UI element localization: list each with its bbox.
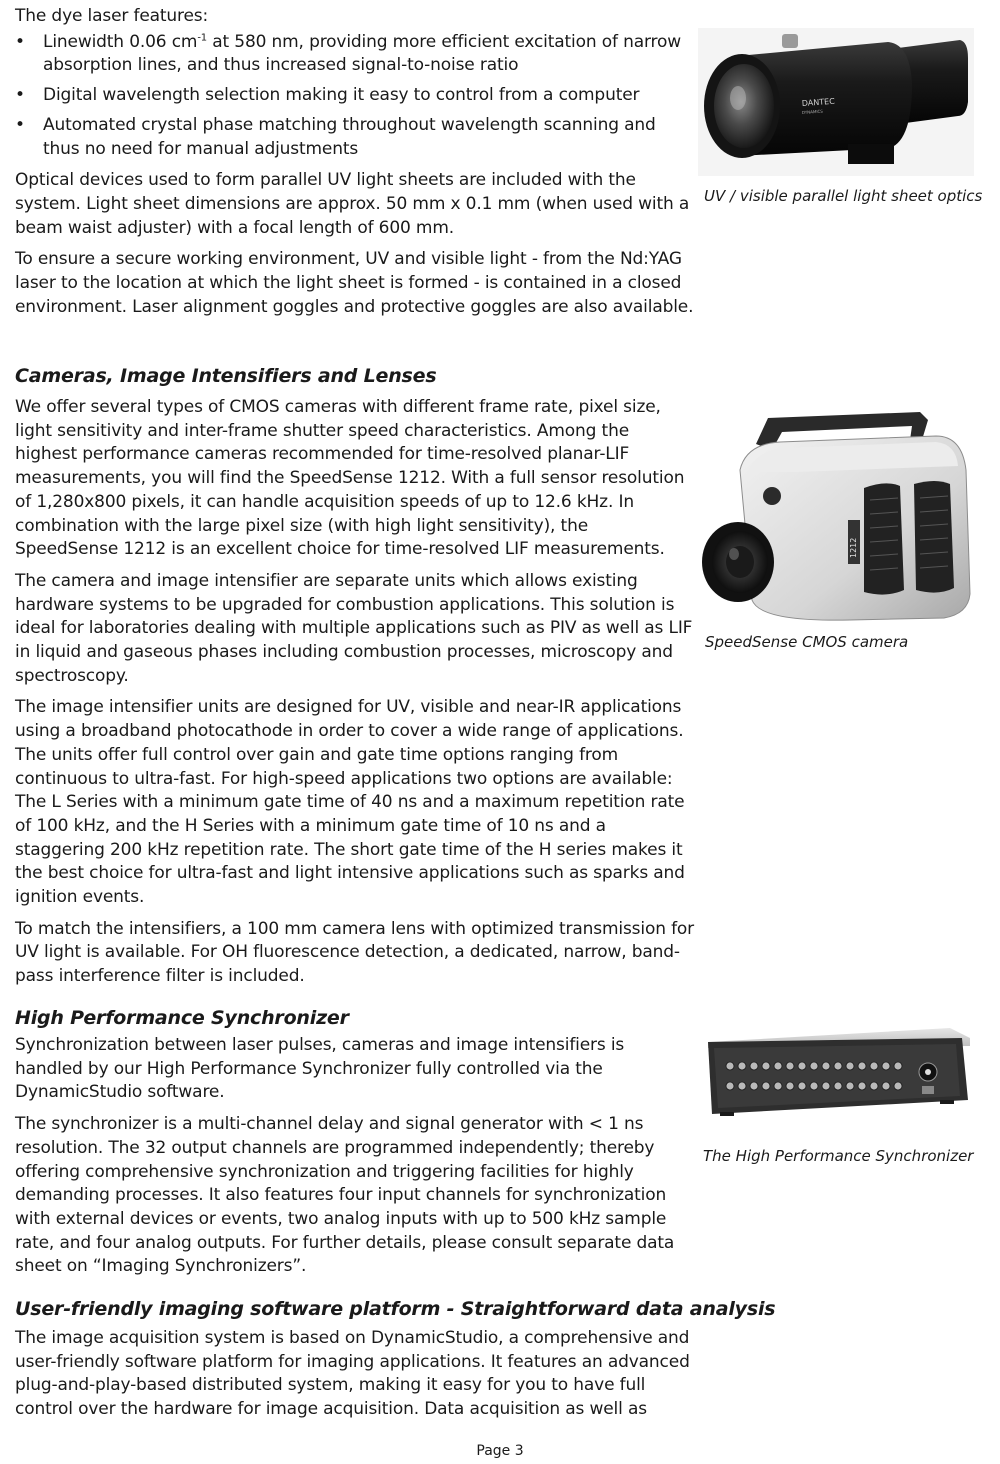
synchronizer-caption: The High Performance Synchronizer	[703, 1147, 974, 1165]
bullet-icon: •	[15, 114, 25, 135]
page-number: Page 3	[476, 1443, 524, 1459]
section-heading: User-friendly imaging software platform - Straightforward data analysis	[15, 1298, 776, 1320]
section-heading: Cameras, Image Intensifiers and Lenses	[15, 365, 437, 387]
paragraph: The camera and image intensifier are separate units which allows existing hardware systems to be upgraded for combustion applications. This solution is ideal for laboratories dealing with multiple applications such as PIV as well as LIF in liquid and gaseous phases including combustion processes, microscopy and spectroscopy.	[15, 570, 693, 686]
software-section	[15, 1297, 776, 1430]
paragraph: The synchronizer is a multi-channel delay and signal generator with < 1 ns resolution. The 32 output channels are programmed independently; thereby offering comprehensive synchronization and triggering facilities for highly demanding processes. It also features four input channels for synchronization with external devices or events, two analog inputs with up to 500 kHz sample rate, and four analog outputs. For further details, please consult separate data sheet on “Imaging Synchronizers”.	[15, 1114, 675, 1277]
dye-laser-feature-list	[15, 31, 695, 162]
speedsense-camera-image	[700, 410, 974, 622]
brand-subtext: DYNAMICS	[801, 108, 824, 115]
camera-caption: SpeedSense CMOS camera	[705, 633, 909, 651]
synchronizer-section	[15, 1006, 695, 1287]
dye-laser-section	[15, 5, 695, 327]
paragraph: To match the intensifiers, a 100 mm camera lens with optimized transmission for UV light is available. For OH fluorescence detection, a dedicated, narrow, band-pass interference filter is included.	[15, 918, 695, 987]
brand-text: DANTEC	[801, 96, 836, 108]
paragraph: Synchronization between laser pulses, cameras and image intensifiers is handled by our High Performance Synchronizer fully controlled via the DynamicStudio software.	[15, 1035, 625, 1103]
paragraph: To ensure a secure working environment, UV and visible light - from the Nd:YAG laser to the location at which the light sheet is formed - is contained in a closed environment. Laser alignment goggles and protective goggles are also available.	[15, 249, 694, 317]
bullet-icon: •	[15, 85, 25, 106]
paragraph: Optical devices used to form parallel UV light sheets are included with the system. Light sheet dimensions are approx. 50 mm x 0.1 mm (when used with a beam waist adjuster) with a focal length of 600 mm.	[15, 170, 690, 238]
list-item: • Automated crystal phase matching throughout wavelength scanning and thus no need for manual adjustments	[15, 114, 656, 159]
light-sheet-optics-image	[698, 28, 974, 176]
synchronizer-image	[700, 1026, 974, 1126]
paragraph: We offer several types of CMOS cameras with different frame rate, pixel size, light sensitivity and inter-frame shutter speed characteristics. Among the highest performance cameras recommended for time-resolved planar-LIF measurements, you will find the SpeedSense 1212. With a full sensor resolution of 1,280x800 pixels, it can handle acquisition speeds of up to 12.6 kHz. In combination with the large pixel size (with high light sensitivity), the SpeedSense 1212 is an excellent choice for time-resolved LIF measurements.	[15, 397, 685, 560]
list-item: • Linewidth 0.06 $cm^{-1}$ at 580 nm, providing more efficient excitation of narrow absorption lines, and thus increased signal-to-noise ratio	[15, 31, 681, 76]
camera-model-text: 1212	[849, 537, 858, 558]
paragraph: The image acquisition system is based on DynamicStudio, a comprehensive and user-friendly software platform for imaging applications. It features an advanced plug-and-play-based distributed system, making it easy for you to have full control over the hardware for image acquisition. Data acquisition as well as	[15, 1328, 690, 1420]
optics-caption: UV / visible parallel light sheet optics	[704, 187, 983, 205]
dye-laser-intro: The dye laser features:	[15, 6, 209, 26]
list-item: • Digital wavelength selection making it easy to control from a computer	[15, 84, 695, 108]
paragraph: The image intensifier units are designed for UV, visible and near-IR applications using a broadband photocathode in order to cover a wide range of applications. The units offer full control over gain and gate time options ranging from continuous to ultra-fast. For high-speed applications two options are available: The L Series with a minimum gate time of 40 ns and a maximum repetition rate of 100 kHz, and the H Series with a minimum gate time of 10 ns and a staggering 200 kHz repetition rate. The short gate time of the H series makes it the best choice for ultra-fast and light intensive applications such as sparks and ignition events.	[15, 697, 685, 908]
bullet-icon: •	[15, 31, 25, 52]
section-heading: High Performance Synchronizer	[15, 1007, 349, 1029]
cameras-section	[15, 364, 695, 997]
